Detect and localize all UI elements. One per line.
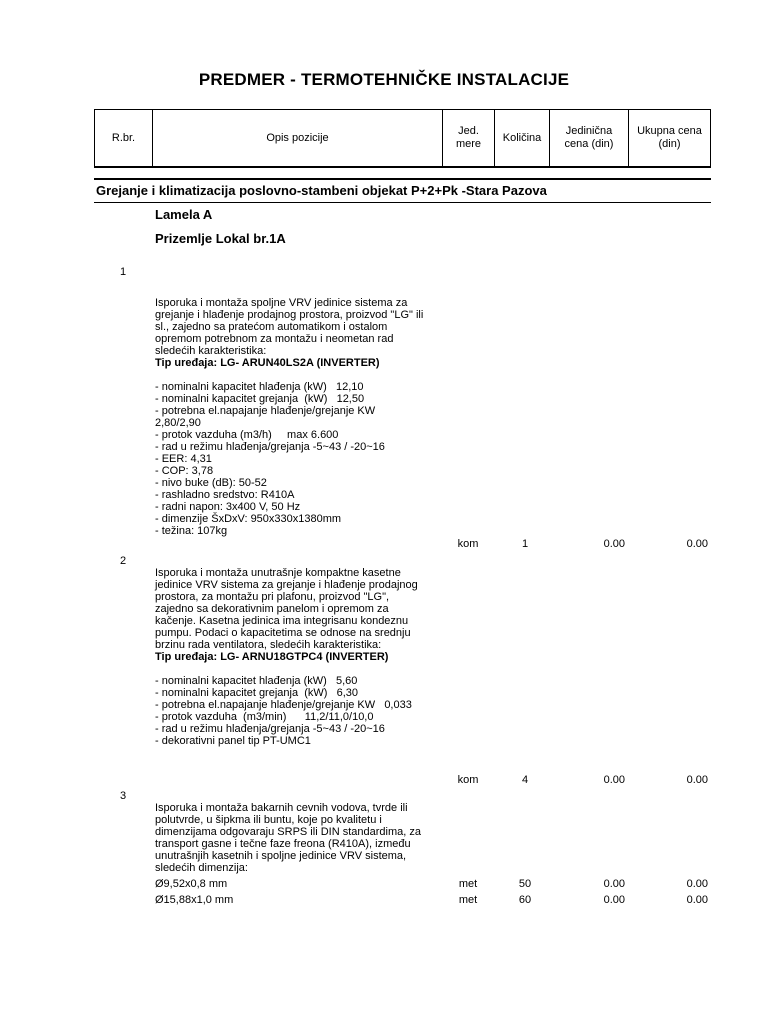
prizemlje-heading: Prizemlje Lokal br.1A <box>155 231 286 246</box>
item-2-total-price: 0.00 <box>686 774 708 786</box>
header-jed-mere-line1: Jed. <box>458 125 479 137</box>
item-1-description <box>155 285 455 549</box>
item-2-description <box>155 555 455 759</box>
pipe-row-2-quantity: 60 <box>518 894 532 906</box>
header-opis: Opis pozicije <box>153 110 443 167</box>
pipe-row-2-unit: met <box>458 894 478 906</box>
lamela-heading: Lamela A <box>155 207 213 222</box>
item-2-intro: Isporuka i montaža unutrašnje kompaktne kasetne jedinice VRV sistema za grejanje i hlađenje prodajnog prostora, za montažu pri plafonu, proizvod "LG", zajedno sa dekorativnim panelom i opremom za kačenje. Kasetna jedinica ima integrisanu kondeznu pumpu. Podaci o kapacitetima se odnose na srednju brzinu rada ventilatora, sledećih karakteristika: <box>155 567 418 651</box>
item-1-quantity: 1 <box>521 538 529 550</box>
header-jedinicna-cena <box>550 110 629 167</box>
pipe-row-1-dimension: Ø9,52x0,8 mm <box>155 878 228 890</box>
header-ukupna-line1: Ukupna cena <box>637 125 702 137</box>
header-jed-mere-line2: mere <box>455 138 482 150</box>
section-heading: Grejanje i klimatizacija poslovno-stambeni objekat P+2+Pk -Stara Pazova <box>96 183 547 198</box>
item-2-quantity: 4 <box>521 774 529 786</box>
item-3-description <box>155 790 455 874</box>
item-2-specs: - nominalni kapacitet hlađenja (kW) 5,60 - nominalni kapacitet grejanja (kW) 6,30 - potrebna el.napajanje hlađenje/grejanje KW 0,033 - protok vazduha (m3/min) 11,2/11,0/10,0 - rad u režimu hlađenja/grejanja -5~43 / -20~16 - dekorativni panel tip PT-UMC1 <box>155 675 412 747</box>
item-2-tip: Tip uređaja: LG- ARNU18GTPC4 (INVERTER) <box>155 651 389 663</box>
pipe-row-1-total-price: 0.00 <box>686 878 708 890</box>
section-bottom-rule <box>94 202 711 203</box>
header-kolicina: Količina <box>495 110 550 167</box>
item-2-unit: kom <box>457 774 479 786</box>
item-2-number: 2 <box>120 555 127 567</box>
header-bottom-rule <box>94 166 711 168</box>
item-1-total-price: 0.00 <box>686 538 708 550</box>
item-3-number: 3 <box>120 790 127 802</box>
item-1-unit-price: 0.00 <box>603 538 625 550</box>
pipe-row-2-unit-price: 0.00 <box>603 894 625 906</box>
header-table <box>94 109 711 167</box>
header-jedinicna-line2: cena (din) <box>564 138 614 150</box>
document-title: PREDMER - TERMOTEHNIČKE INSTALACIJE <box>198 70 570 89</box>
item-3-intro: Isporuka i montaža bakarnih cevnih vodova, tvrde ili polutvrde, u šipkma ili buntu, koje po kvalitetu i dimenzijama odgovaraju SRPS ili DIN standardima, za transport gasne i tečne faze freona (R410A), između unutrašnjih kasetnih i spoljne jedinice VRV sistema, sledećih dimenzija: <box>155 802 421 874</box>
pipe-row-1-unit: met <box>458 878 478 890</box>
item-1-specs: - nominalni kapacitet hlađenja (kW) 12,10 - nominalni kapacitet grejanja (kW) 12,50 - potrebna el.napajanje hlađenje/grejanje KW 2,80/2,90 - protok vazduha (m3/h) max 6.600 - rad u režimu hlađenja/grejanja -5~43 / -20~16 - EER: 4,31 - COP: 3,78 - nivo buke (dB): 50-52 - rashladno sredstvo: R410A - radni napon: 3x400 V, 50 Hz - dimenzije ŠxDxV: 950x330x1380mm - težina: 107kg <box>155 381 385 537</box>
item-1-number: 1 <box>120 266 127 278</box>
pipe-row-1-unit-price: 0.00 <box>603 878 625 890</box>
item-2-unit-price: 0.00 <box>603 774 625 786</box>
item-1-unit: kom <box>457 538 479 550</box>
item-1-tip: Tip uređaja: LG- ARUN40LS2A (INVERTER) <box>155 357 380 369</box>
section-top-rule <box>94 178 711 180</box>
header-rbr: R.br. <box>95 110 153 167</box>
pipe-row-2-total-price: 0.00 <box>686 894 708 906</box>
header-jedinicna-line1: Jedinična <box>565 125 613 137</box>
header-ukupna-cena <box>629 110 711 167</box>
header-ukupna-line2: (din) <box>658 138 681 150</box>
header-jed-mere <box>443 110 495 167</box>
pipe-row-2-dimension: Ø15,88x1,0 mm <box>155 894 234 906</box>
pipe-row-1-quantity: 50 <box>518 878 532 890</box>
item-1-intro: Isporuka i montaža spoljne VRV jedinice sistema za grejanje i hlađenje prodajnog prostora, proizvod "LG" ili sl., zajedno sa pratećom automatikom i ostalom opremom potrebnom za montažu i neometan rad sledećih karakteristika: <box>155 297 424 357</box>
